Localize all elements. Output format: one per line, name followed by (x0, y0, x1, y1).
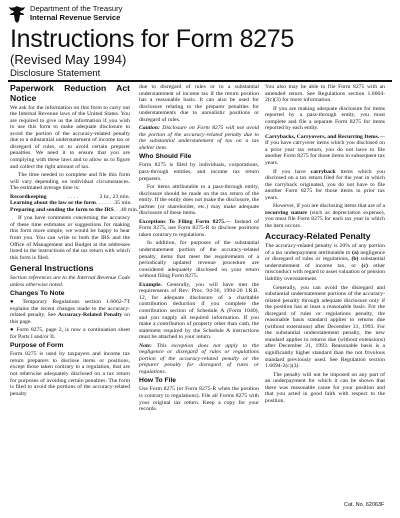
treasury-eagle-logo-icon (8, 4, 26, 24)
penalty-text-2: negligence or disregard of rules or regulations, (265, 249, 385, 263)
recurring-text-1: However, if you are disclosing items that are of a (273, 203, 385, 210)
accuracy-related-penalty-heading: Accuracy-Related Penalty (265, 231, 371, 242)
caution-label: Caution: (139, 125, 160, 132)
time-leader: . . . . (68, 193, 79, 200)
how-to-file-paragraph: Use Form 8275 (or Form 8275-R when the position is contrary to regulations). File all Forms 8275 with your original tax return. Keep a copy for your records. (139, 386, 259, 413)
carryovers-paragraph (265, 134, 385, 167)
column-1 (10, 83, 139, 512)
change-bullet-1-ref: Accuracy-Related Penalty (58, 312, 123, 319)
change-bullet-1-text: Temporary Regulations section 1.6662-7T explains the recent changes made to the accuracy-related penalty. See (10, 299, 130, 319)
purpose-continued: due to disregard of rules or to a substantial understatement of income tax if the return position has a reasonable basis. It can also be used for disclosure relating to the preparer penalties for understatements due to unrealistic positions or disregard of rules. (139, 84, 259, 123)
catalog-number: Cat. No. 62063F (344, 502, 385, 508)
purpose-paragraph: Form 8275 is used by taxpayers and income tax return preparers to disclose items or positions, except those taken contrary to a regulation, that are not otherwise adequately disclosed on a tax return for purposes of avoiding certain penalties. The form is filed to avoid the portions of the accuracy-related penalty (10, 351, 130, 397)
penalty-item-a: (a) (352, 249, 359, 256)
time-label: Recordkeeping (10, 193, 47, 200)
penalty-paragraph-2: Generally, you can avoid the disregard and substantial understatement portions of the accuracy-related penalty through adequate disclosure only if the position has at least a reasonable basis. For the disregard of rules or regulations penalty, the reasonable basis standard applies to returns due (without extensions) after December 31, 1993. For the substantial understatement penalty, the new standard applies to returns due (without extensions) after December 31, 1993. Reasonable basis is a significantly higher standard than the not frivolous standard previously used. See Regulation section 1.6694-2(c)(3). (265, 284, 385, 370)
pass-through-paragraph: If you are making adequate disclosure for items reported by a pass-through entity, you must complete and file a separate Form 8275 for items reported by each entity. (265, 105, 385, 132)
paperwork-paragraph-3: If you have comments concerning the accuracy of these time estimates or suggestions for making this form more simple, we would be happy to hear from you. You can write to both the IRS and the Office of Management and Budget at the addresses listed in the instructions of the tax return with which this form is filed. (10, 215, 130, 261)
caution-paragraph (139, 125, 259, 151)
change-bullet-1: ● Temporary Regulations section 1.6662-7T explains the recent changes made to the accuracy-related penalty. See Accuracy-Related Penalty on this page. (10, 299, 130, 325)
time-estimates (10, 193, 139, 214)
penalty-text-1: The accuracy-related penalty is 20% of any portion of a tax underpayment attributable to (265, 243, 385, 256)
recurring-text-2: (such as depreciation expense), you must file Form 8275 for each tax year in which the item occurs. (265, 209, 385, 229)
column-2 (139, 84, 259, 512)
penalty-paragraph-1 (265, 243, 385, 282)
purpose-of-form-heading: Purpose of Form (10, 342, 64, 350)
caution-text: Disclosure on Form 8275 will not avoid the portion of the accuracy-related penalty due to the substantial understatement of tax on a tax shelter item. (139, 125, 259, 151)
changes-to-note-heading: Changes To Note (10, 290, 65, 298)
change-bullet-2: ● Form 8275, page 2, is now a continuation sheet for Parts I and/or II. (10, 327, 130, 340)
revenue-procedure-paragraph: In addition, for purposes of the substantial understatement portion of the accuracy-related penalty, items that meet the requirements of a periodically updated revenue procedure are considered adequately disclosed on your return without filing Form 8275. (139, 240, 259, 280)
time-label: Learning about the law or the form (10, 200, 96, 207)
department-name: Department of the Treasury (30, 4, 123, 13)
example-paragraph (139, 282, 259, 341)
agency-name: Internal Revenue Service (30, 12, 121, 22)
carryovers-label: Carrybacks, Carryovers, and Recurring Items. (265, 133, 380, 140)
header-divider (8, 80, 392, 82)
change-bullet-1-end: on this page. (10, 312, 130, 325)
note-paragraph (139, 343, 259, 376)
column-3 (265, 84, 385, 512)
who-should-file-paragraph-2: For items attributable to a pass-through entity, disclosure should be made on the tax return of the entity. If the entity does not make the disclosure, the partner (or shareholder, etc.) may make adequate disclosure of these items. (139, 184, 259, 217)
recurring-term: recurring nature (265, 209, 308, 216)
carryback-text-2: items which you disclosed on a tax return filed for the year in which the carryback originated, you do not have to file another Form 8275 for those items in prior tax years. (265, 168, 385, 201)
paperwork-paragraph-2: The time needed to complete and file this form will vary depending on individual circumstances. The estimated average time is: (10, 172, 130, 192)
recurring-paragraph (265, 203, 385, 229)
note-label: Note: (139, 342, 152, 349)
revision-date: (Revised May 1994) (10, 52, 127, 67)
general-instructions-heading: General Instructions (10, 263, 94, 274)
penalty-text-4: other misconduct with regard to asset valuation or pension liability overstatement. (265, 262, 385, 283)
exceptions-paragraph (139, 219, 259, 239)
who-should-file-heading: Who Should File (139, 153, 192, 161)
penalty-item-c: (c) (361, 262, 368, 269)
section-references-note: Section references are to the Internal Revenue Code unless otherwise noted. (10, 274, 130, 288)
time-row-preparing (10, 206, 139, 214)
change-bullet-2-text: Form 8275, page 2, is now a continuation sheet for Parts I and/or II. (10, 327, 130, 340)
exceptions-label: Exceptions To Filing Form 8275. (139, 218, 226, 225)
time-value: 35 min. (114, 200, 132, 207)
penalty-item-b: (b) (351, 256, 359, 263)
who-should-file-paragraph-1: Form 8275 is filed by individuals, corporations, pass-through entities, and income tax return preparers. (139, 162, 259, 182)
department-heading (30, 5, 122, 22)
carryback-text-1: If you have (273, 168, 311, 175)
time-label: Preparing and sending the form to the IRS (10, 206, 114, 213)
paperwork-paragraph-1: We ask for the information on this form to carry out the Internal Revenue laws of the United States. You are required to give us the information if you wish to use this form to make adequate disclosure to avoid the portion of the accuracy-related penalty due to a substantial understatement of income tax or disregard of rules, or to avoid certain preparer penalties. We need it to ensure that you are complying with these laws and to allow us to figure and collect the right amount of tax. (10, 104, 130, 170)
exceptions-text: — Instead of Form 8275, use Form 8275-R to disclose positions taken contrary to regulations. (139, 218, 259, 238)
carryback-paragraph (265, 169, 385, 202)
carryovers-text: —If you have carryover items which you disclosed on a prior year tax return, you do not have to file another Form 8275 for those items in subsequent tax years. (265, 133, 385, 167)
carryback-term: carryback (310, 168, 336, 175)
amended-return-paragraph: You also may be able to file Form 8275 with an amended return. See Regulations section 1.6664-2(c)(3) for more information. (265, 84, 385, 104)
penalty-paragraph-3: The penalty will not be imposed on any part of an underpayment for which it can be shown that there was reasonable cause for your position and that you acted in good faith with respect to the position. (265, 371, 385, 404)
time-leader: . . . (113, 206, 121, 213)
time-leader: . . . . . . . (95, 200, 115, 207)
example-label: Example. (139, 281, 162, 288)
form-name: Disclosure Statement (10, 68, 101, 79)
paperwork-reduction-heading: Paperwork Reduction Act Notice (10, 83, 130, 103)
example-text: Generally, you will have met the requirements of Rev. Proc. 94-36, 1994-20 I.R.B. 12, for adequate disclosure of a charitable contribution deduction if you complete the contribution section of Schedule A (Form 1040), and you supply all required information. If you make a contribution of property other than cash, the statement required by the Schedule A instructions must be attached to your return. (139, 281, 259, 341)
how-to-file-heading: How To File (139, 377, 177, 385)
note-text: This exception does not apply to the negligence or disregard of rules or regulations portion of the accuracy-related penalty or the preparer penalty for disregard of rules or regulations. (139, 342, 259, 375)
time-value: 40 min. (120, 206, 139, 213)
penalty-text-3: substantial understatement of income tax, or (265, 256, 386, 269)
page-title: Instructions for Form 8275 (10, 25, 294, 53)
time-value: 2 hr., 23 min. (99, 193, 130, 200)
